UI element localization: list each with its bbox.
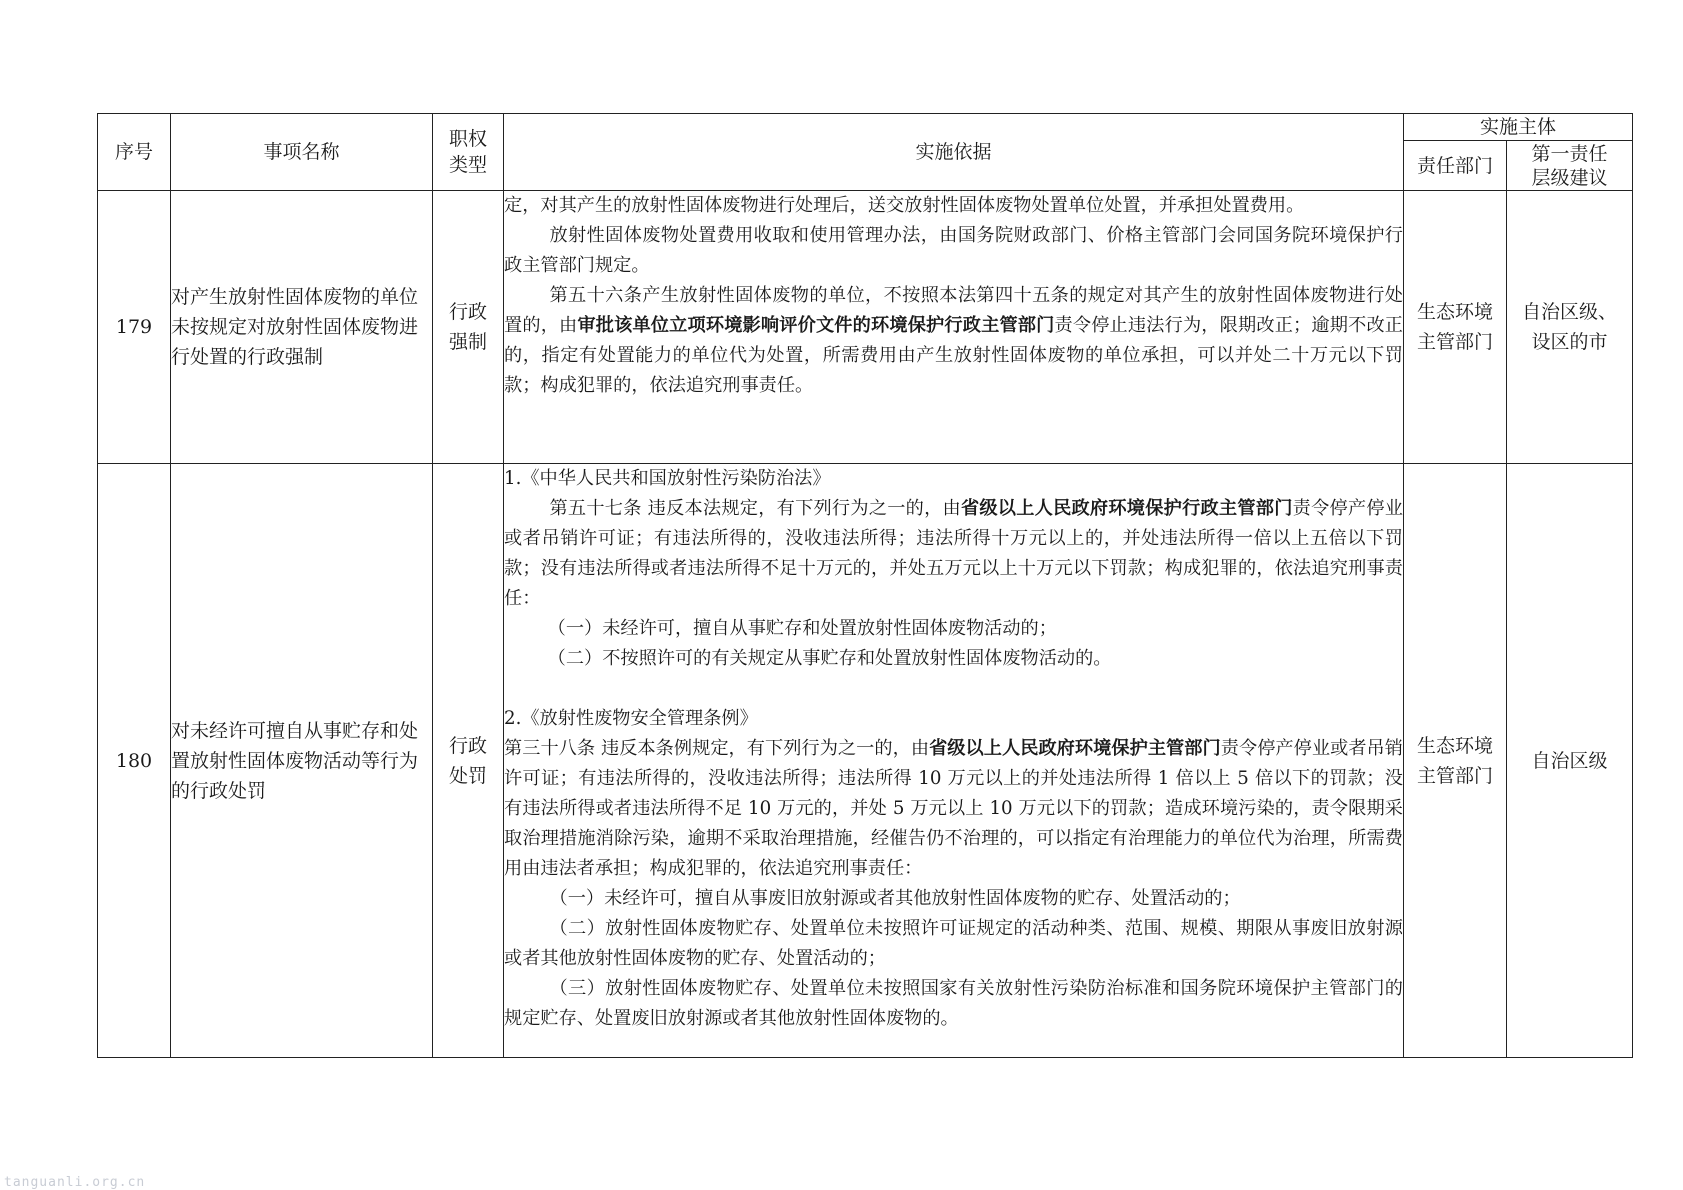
header-dept: 责任部门 bbox=[1404, 141, 1507, 191]
basis-bold-authority: 省级以上人民政府环境保护主管部门 bbox=[929, 738, 1221, 759]
table-row bbox=[98, 464, 1633, 1058]
basis-text: 第五十六条产生放射性固体废物的单位，不按照本法第四十五条的规定对其产生的放射性固体废物进行处置的，由 bbox=[504, 285, 1403, 336]
header-subject: 实施主体 bbox=[1404, 114, 1633, 141]
basis-text: 责令停产停业或者吊销许可证；有违法所得的，没收违法所得；违法所得 10 万元以上的并处违法所得 1 倍以上 5 倍以下的罚款；没有违法所得或者违法所得不足 10 万元的，并处 5 万元以上 10 万元以下的罚款；造成环境污染的，责令限期采取治理措施消除污染，逾期不采取治理措施，经催告仍不治理的，可以指定有治理能力的单位代为治理，所需费用由违法者承担；构成犯罪的，依法追究刑事责任： bbox=[504, 738, 1403, 879]
basis-item: （一）未经许可，擅自从事废旧放射源或者其他放射性固体废物的贮存、处置活动的； bbox=[549, 888, 1241, 909]
row-dept: 生态环境主管部门 bbox=[1404, 191, 1507, 464]
spacer bbox=[504, 674, 1403, 704]
row-seq: 180 bbox=[98, 464, 171, 1058]
row-level: 自治区级 bbox=[1507, 464, 1633, 1058]
row-basis bbox=[504, 464, 1404, 1058]
basis-bold-authority: 审批该单位立项环境影响评价文件的环境保护行政主管部门 bbox=[577, 315, 1055, 336]
law-title: 1.《中华人民共和国放射性污染防治法》 bbox=[504, 468, 831, 489]
basis-text: 责令停止违法行为，限期改正；逾期不改正的，指定有处置能力的单位代为处置，所需费用由产生放射性固体废物的单位承担，可以并处二十万元以下罚款；构成犯罪的，依法追究刑事责任。 bbox=[504, 315, 1403, 396]
row-type: 行政处罚 bbox=[433, 464, 504, 1058]
header-basis: 实施依据 bbox=[504, 114, 1404, 191]
row-seq: 179 bbox=[98, 191, 171, 464]
basis-text: 第五十七条 违反本法规定，有下列行为之一的，由 bbox=[549, 498, 961, 519]
basis-item: （一）未经许可，擅自从事贮存和处置放射性固体废物活动的； bbox=[547, 618, 1057, 639]
table-row bbox=[98, 191, 1633, 464]
header-level: 第一责任层级建议 bbox=[1507, 141, 1633, 191]
basis-paragraph: 定，对其产生的放射性固体废物进行处理后，送交放射性固体废物处置单位处置，并承担处置费用。 bbox=[504, 195, 1305, 216]
header-seq: 序号 bbox=[98, 114, 171, 191]
basis-paragraph bbox=[504, 734, 1403, 884]
basis-item: （二）不按照许可的有关规定从事贮存和处置放射性固体废物活动的。 bbox=[547, 648, 1112, 669]
header-name: 事项名称 bbox=[171, 114, 433, 191]
header-type: 职权类型 bbox=[433, 114, 504, 191]
watermark-text: tanguanli.org.cn bbox=[4, 1175, 146, 1190]
row-basis bbox=[504, 191, 1404, 464]
row-level: 自治区级、设区的市 bbox=[1507, 191, 1633, 464]
basis-item: （二）放射性固体废物贮存、处置单位未按照许可证规定的活动种类、范围、规模、期限从事废旧放射源或者其他放射性固体废物的贮存、处置活动的； bbox=[504, 918, 1403, 969]
basis-text: 责令停产停业或者吊销许可证；有违法所得的，没收违法所得；违法所得十万元以上的，并处违法所得一倍以上五倍以下罚款；没有违法所得或者违法所得不足十万元的，并处五万元以上十万元以下罚款；构成犯罪的，依法追究刑事责任： bbox=[504, 498, 1403, 609]
row-type: 行政强制 bbox=[433, 191, 504, 464]
law-title: 2.《放射性废物安全管理条例》 bbox=[504, 708, 758, 729]
basis-paragraph bbox=[504, 494, 1403, 614]
basis-paragraph bbox=[504, 281, 1403, 401]
basis-item: （三）放射性固体废物贮存、处置单位未按照国家有关放射性污染防治标准和国务院环境保护主管部门的规定贮存、处置废旧放射源或者其他放射性固体废物的。 bbox=[504, 978, 1403, 1029]
row-dept: 生态环境主管部门 bbox=[1404, 464, 1507, 1058]
row-item-name: 对未经许可擅自从事贮存和处置放射性固体废物活动等行为的行政处罚 bbox=[171, 464, 433, 1058]
basis-paragraph: 放射性固体废物处置费用收取和使用管理办法，由国务院财政部门、价格主管部门会同国务院环境保护行政主管部门规定。 bbox=[504, 225, 1403, 276]
basis-bold-authority: 省级以上人民政府环境保护行政主管部门 bbox=[960, 498, 1293, 519]
basis-text: 第三十八条 违反本条例规定，有下列行为之一的，由 bbox=[504, 738, 930, 759]
row-item-name: 对产生放射性固体废物的单位未按规定对放射性固体废物进行处置的行政强制 bbox=[171, 191, 433, 464]
authority-table bbox=[97, 113, 1633, 1058]
